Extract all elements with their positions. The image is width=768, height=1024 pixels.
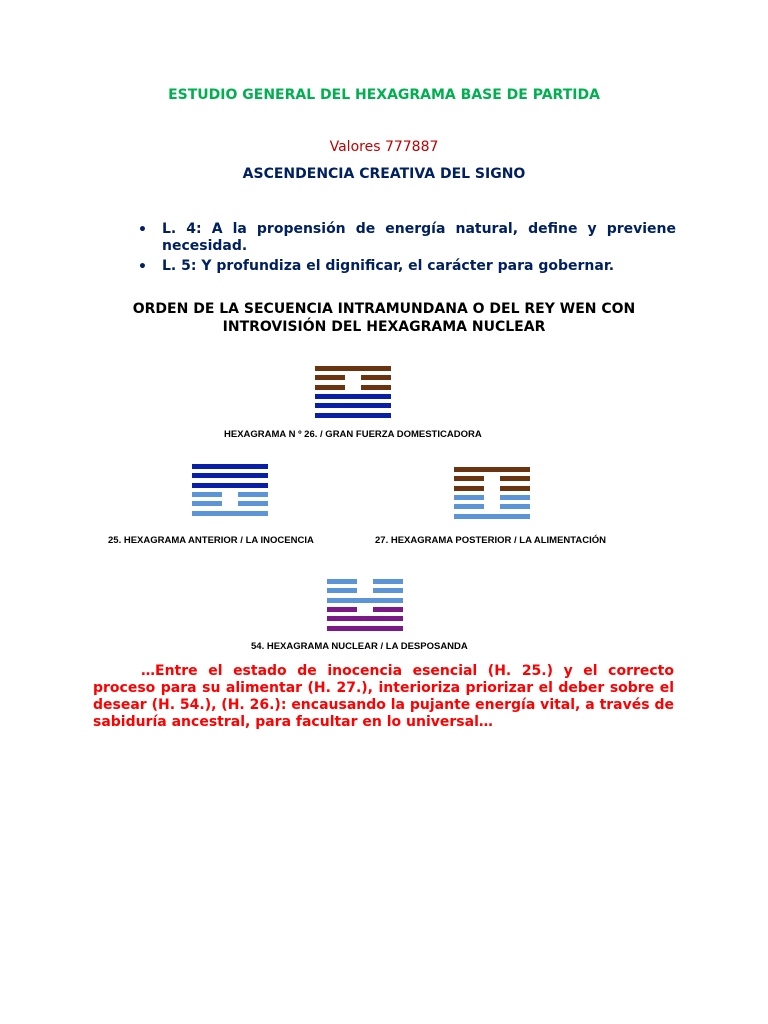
hexagram-line-6	[327, 626, 403, 631]
hexagram-line-1	[315, 366, 391, 371]
hexagram-27-figure	[454, 467, 530, 520]
hexagram-line-2-seg-2	[500, 476, 530, 481]
bullet-icon: •	[138, 259, 147, 275]
hexagram-line-1-seg-1	[327, 579, 357, 584]
closing-paragraph: …Entre el estado de inocencia esencial (H. 25.) y el correcto proceso para su alimentar (H. 27.), interioriza priorizar el deber sobre el desear (H. 54.), (H. 26.): encausando la pujante energía vital, a través de sabiduría ancestral, para facultar en lo universal…	[93, 663, 674, 730]
hexagram-line-5-seg-2	[500, 504, 530, 509]
hexagram-line-2-seg-1	[315, 375, 345, 380]
hexagram-54-figure	[327, 579, 403, 632]
hexagram-line-1-seg-2	[373, 579, 403, 584]
valores-line: Valores 777887	[329, 139, 439, 155]
list-item	[136, 221, 676, 255]
hexagram-line-4	[315, 394, 391, 399]
hexagram-line-6	[192, 511, 268, 516]
hexagram-line-2-seg-2	[373, 588, 403, 593]
hexagram-line-5-seg-1	[454, 504, 484, 509]
hexagram-25-figure	[192, 464, 268, 517]
hexagram-26-figure	[315, 366, 391, 418]
hexagram-line-3-seg-2	[361, 385, 391, 390]
hexagram-line-5-seg-1	[192, 501, 222, 506]
hexagram-line-2-seg-2	[361, 375, 391, 380]
bullet-text: L. 4: A la propensión de energía natural, define y previene necesidad.	[162, 221, 676, 254]
hexagram-line-3	[192, 483, 268, 488]
hexagram-line-6	[454, 514, 530, 519]
hexagram-line-4-seg-2	[238, 492, 268, 497]
hexagram-line-1	[192, 464, 268, 469]
hexagram-line-5	[315, 403, 391, 408]
sequence-heading-line2: INTROVISIÓN DEL HEXAGRAMA NUCLEAR	[222, 319, 546, 335]
hexagram-line-4-seg-1	[327, 607, 357, 612]
bullet-text: L. 5: Y profundiza el dignificar, el carácter para gobernar.	[162, 258, 615, 274]
hexagram-27-caption: 27. HEXAGRAMA POSTERIOR / LA ALIMENTACIÓN	[375, 535, 607, 546]
bullet-list	[136, 221, 676, 278]
hexagram-line-1	[454, 467, 530, 472]
hexagram-line-6	[315, 413, 391, 418]
hexagram-line-2-seg-1	[327, 588, 357, 593]
hexagram-line-3	[327, 598, 403, 603]
section-subtitle: ASCENDENCIA CREATIVA DEL SIGNO	[242, 166, 526, 182]
sequence-heading	[0, 300, 768, 336]
hexagram-line-4-seg-1	[454, 495, 484, 500]
hexagram-line-3-seg-1	[315, 385, 345, 390]
hexagram-line-4-seg-2	[373, 607, 403, 612]
sequence-heading-line1: ORDEN DE LA SECUENCIA INTRAMUNDANA O DEL REY WEN CON	[132, 301, 636, 317]
hexagram-25-caption: 25. HEXAGRAMA ANTERIOR / LA INOCENCIA	[108, 535, 314, 546]
hexagram-line-5	[327, 616, 403, 621]
list-item	[136, 258, 676, 275]
hexagram-line-5-seg-2	[238, 501, 268, 506]
hexagram-line-3-seg-2	[500, 486, 530, 491]
hexagram-54-caption: 54. HEXAGRAMA NUCLEAR / LA DESPOSANDA	[251, 641, 468, 652]
hexagram-line-2	[192, 473, 268, 478]
hexagram-line-3-seg-1	[454, 486, 484, 491]
document-title: ESTUDIO GENERAL DEL HEXAGRAMA BASE DE PARTIDA	[168, 87, 600, 103]
hexagram-line-4-seg-2	[500, 495, 530, 500]
hexagram-26-caption: HEXAGRAMA N º 26. / GRAN FUERZA DOMESTICADORA	[224, 429, 482, 440]
hexagram-line-2-seg-1	[454, 476, 484, 481]
hexagram-line-4-seg-1	[192, 492, 222, 497]
bullet-icon: •	[138, 222, 147, 238]
